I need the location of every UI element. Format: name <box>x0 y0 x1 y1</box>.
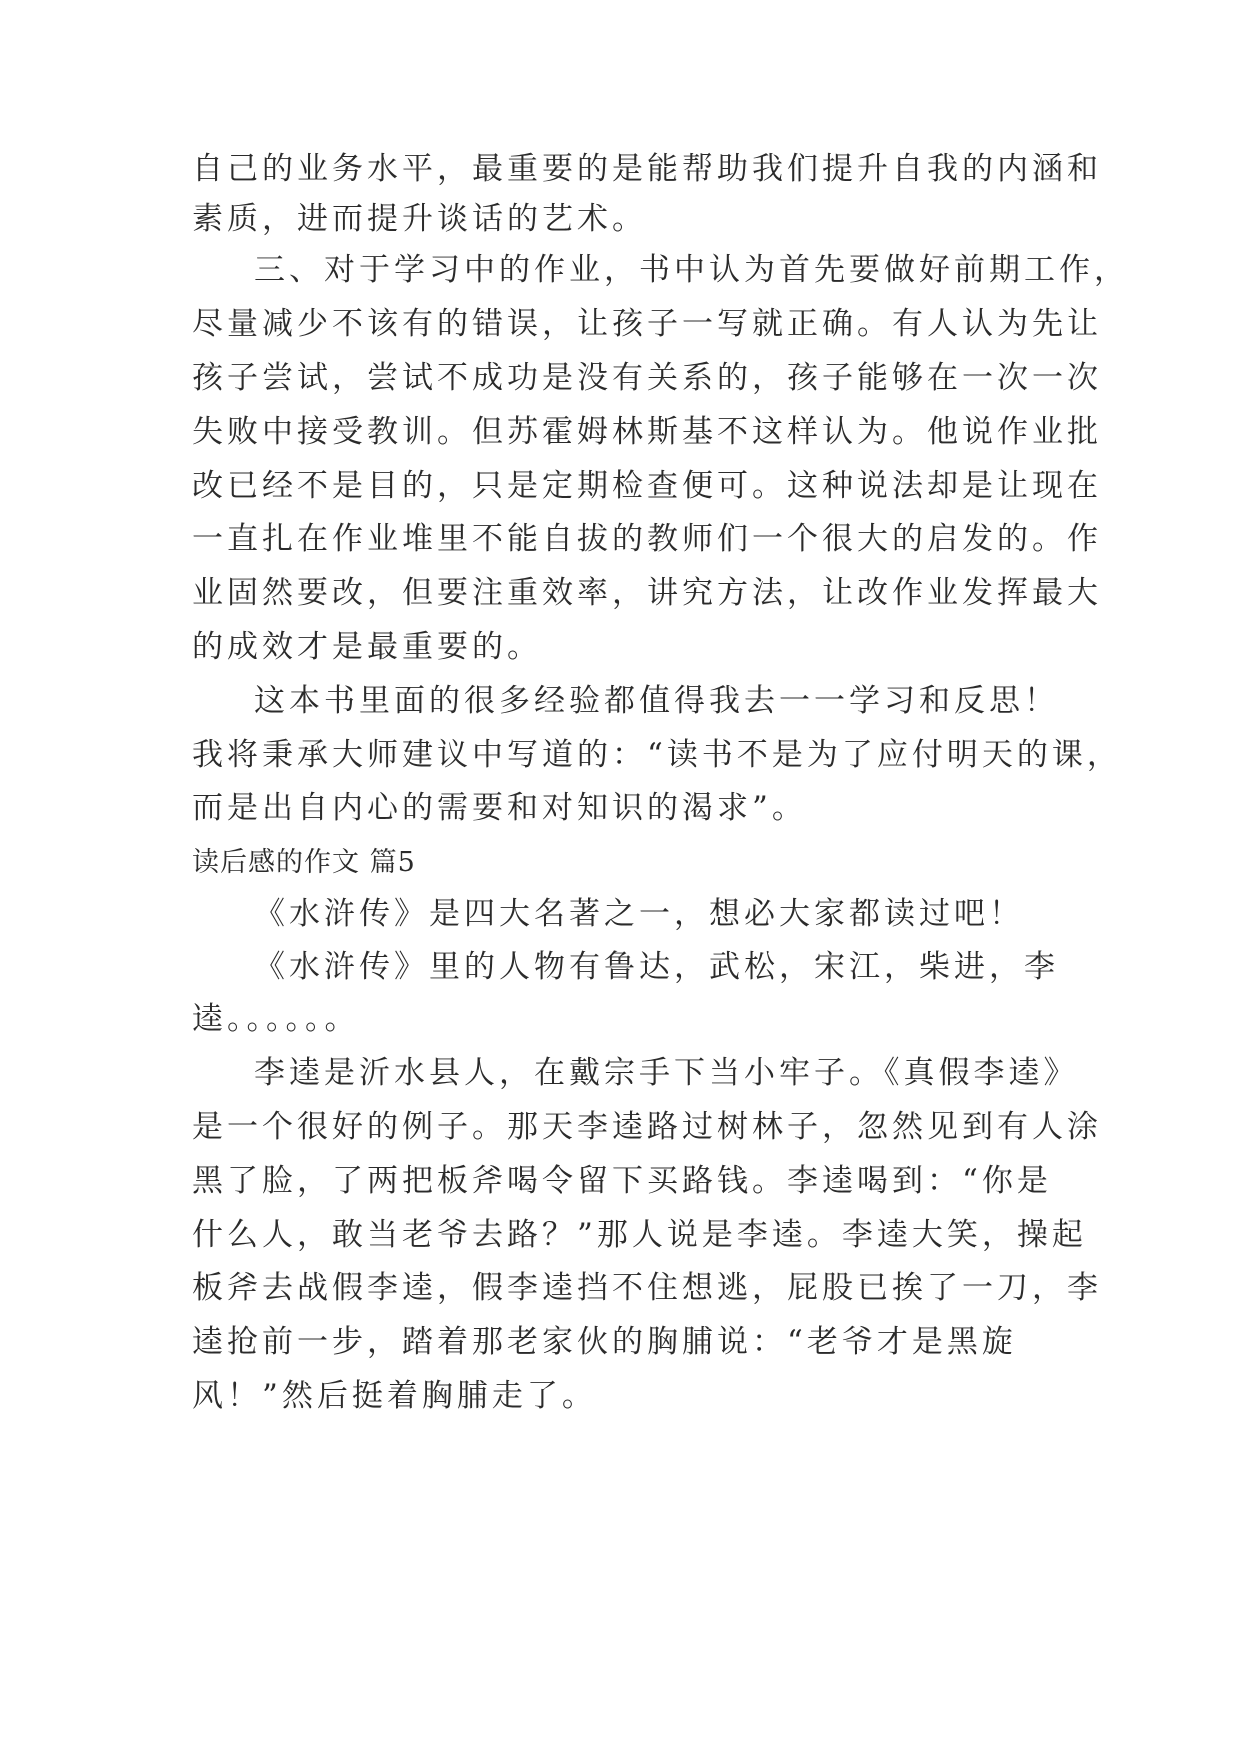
body-text-line: 逵抢前一步，踏着那老家伙的胸脯说：“老爷才是黑旋 <box>192 1324 1017 1360</box>
body-text-line: 失败中接受教训。但苏霍姆林斯基不这样认为。他说作业批 <box>192 414 1102 450</box>
body-text-line: 素质，进而提升谈话的艺术。 <box>192 201 647 237</box>
body-text-line: 风！”然后挺着胸脯走了。 <box>192 1378 597 1414</box>
body-text-line: 自己的业务水平，最重要的是能帮助我们提升自我的内涵和 <box>192 151 1102 187</box>
body-text-line: 一直扎在作业堆里不能自拔的教师们一个很大的启发的。作 <box>192 521 1102 557</box>
paragraph-start-line: 三、对于学习中的作业，书中认为首先要做好前期工作， <box>254 252 1129 288</box>
body-text-line: 黑了脸，了两把板斧喝令留下买路钱。李逵喝到：“你是 <box>192 1163 1052 1199</box>
section-heading: 读后感的作文 篇5 <box>192 847 416 878</box>
body-text-line: 的成效才是最重要的。 <box>192 629 542 665</box>
paragraph-start-line: 这本书里面的很多经验都值得我去一一学习和反思！ <box>254 683 1059 719</box>
body-text-line: 逵。。。。。。 <box>192 1001 360 1037</box>
body-text-line: 改已经不是目的，只是定期检查便可。这种说法却是让现在 <box>192 468 1102 504</box>
paragraph-start-line: 《水浒传》是四大名著之一，想必大家都读过吧！ <box>254 896 1024 932</box>
body-text-line: 什么人，敢当老爷去路？”那人说是李逵。李逵大笑，操起 <box>192 1217 1087 1253</box>
body-text-line: 业固然要改，但要注重效率，讲究方法，让改作业发挥最大 <box>192 575 1102 611</box>
body-text-line: 尽量减少不该有的错误，让孩子一写就正确。有人认为先让 <box>192 306 1102 342</box>
body-text-line: 孩子尝试，尝试不成功是没有关系的，孩子能够在一次一次 <box>192 360 1102 396</box>
paragraph-start-line: 《水浒传》里的人物有鲁达，武松，宋江，柴进，李 <box>254 949 1059 985</box>
body-text-line: 板斧去战假李逵，假李逵挡不住想逃，屁股已挨了一刀，李 <box>192 1270 1102 1306</box>
body-text-line: 我将秉承大师建议中写道的：“读书不是为了应付明天的课， <box>192 737 1122 773</box>
paragraph-start-line: 李逵是沂水县人，在戴宗手下当小牢子。《真假李逵》 <box>254 1055 1079 1091</box>
body-text-line: 是一个很好的例子。那天李逵路过树林子，忽然见到有人涂 <box>192 1109 1102 1145</box>
body-text-line: 而是出自内心的需要和对知识的渴求”。 <box>192 790 807 826</box>
